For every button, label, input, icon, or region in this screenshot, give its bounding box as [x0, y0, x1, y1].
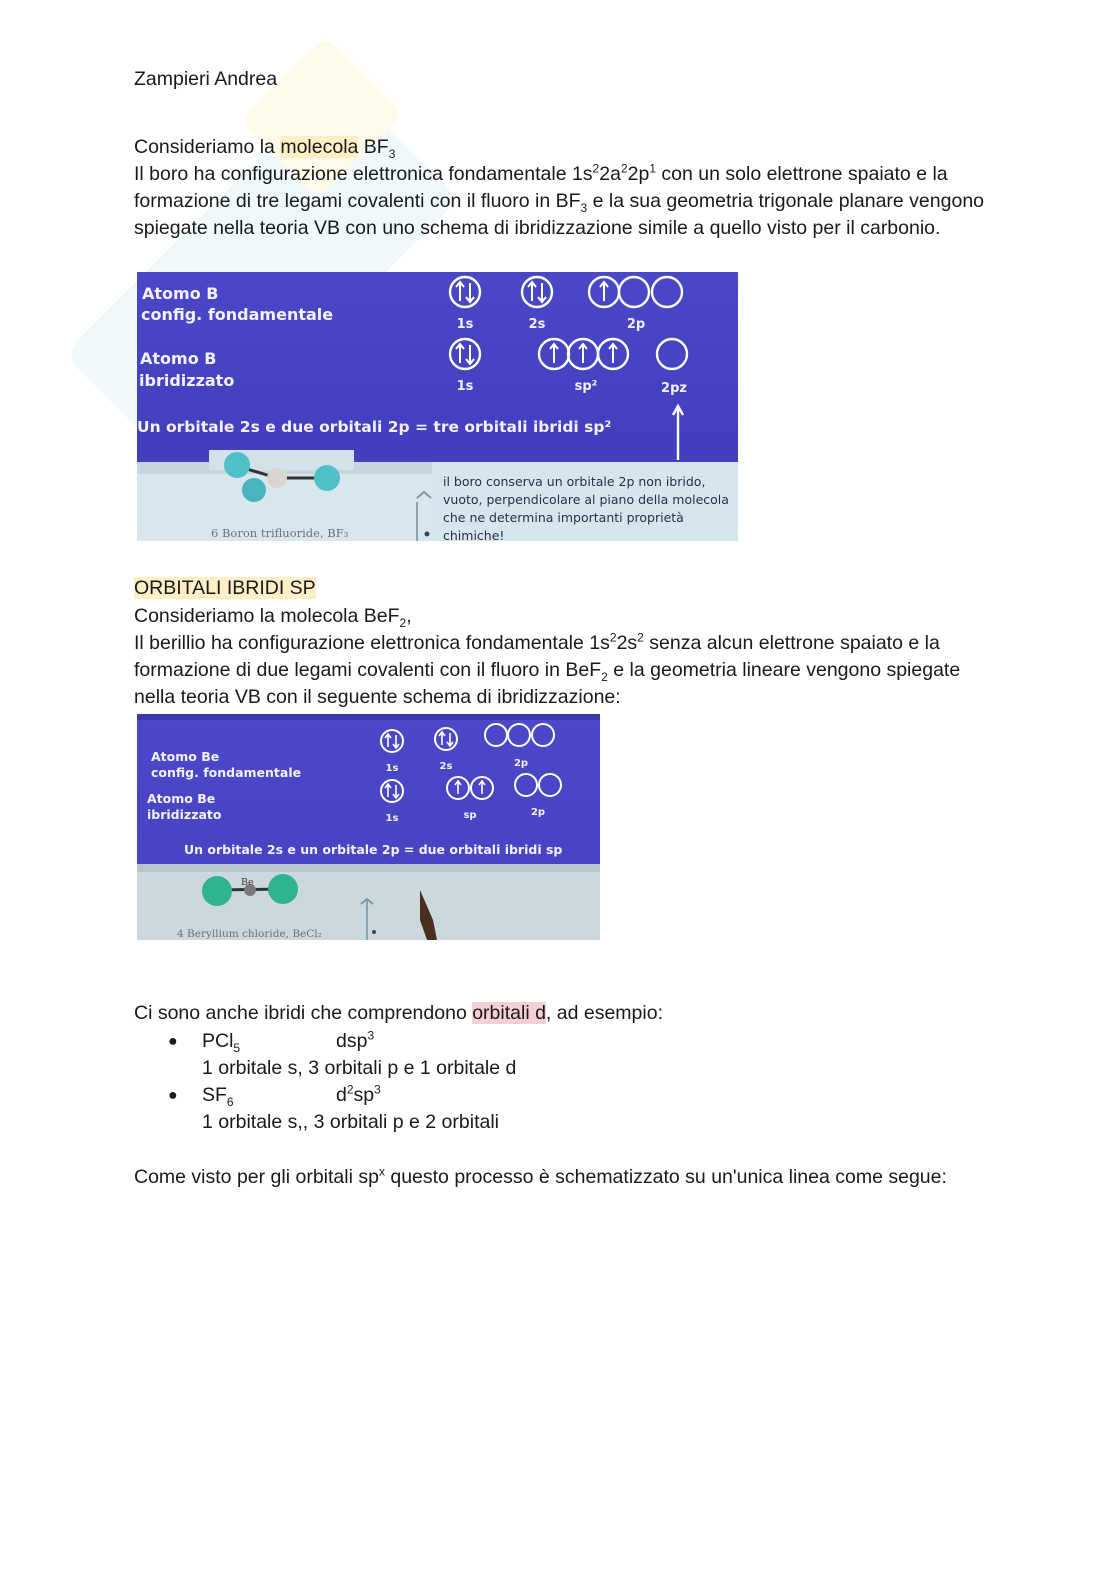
- bef2-hybridization-slide: [137, 714, 600, 940]
- row2-label-b: ibridizzato: [139, 371, 235, 390]
- bef2-paragraph: Il berillio ha configurazione elettronica fondamentale $1s^22s^2$ senza alcun elettrone spaiato e la formazione di due legami covalenti con il fluoro in BeF$_2$ e la geometria lineare vengono spiegate nella teoria VB con il seguente schema di ibridizzazione:: [134, 630, 961, 708]
- bef2-equation: Un orbitale 2s e un orbitale 2p = due orbitali ibridi sp: [184, 842, 563, 857]
- pcl5-description: 1 orbitale s, 3 orbitali p e 1 orbitale d: [202, 1057, 517, 1079]
- be-row1-label-b: config. fondamentale: [151, 765, 302, 780]
- up-arrow-icon: [673, 406, 683, 460]
- bullet-icon: ●: [168, 1087, 178, 1104]
- orbital-1s-config: [450, 277, 687, 369]
- label-2p: 2p: [626, 317, 646, 332]
- bf3-note-line-1: il boro conserva un orbitale 2p non ibrido,: [443, 474, 706, 489]
- bef2-figure-caption: 4 Beryllium chloride, BeCl₂: [177, 928, 322, 940]
- author-name: Zampieri Andrea: [134, 68, 278, 90]
- sf6-formula-line: $SF_6$ $d^2sp^3$: [202, 1082, 381, 1109]
- be-label-2p: 2p: [513, 758, 529, 769]
- be-label-1s: 1s: [385, 763, 399, 774]
- bef2-intro-line: Consideriamo la molecola BeF$_2$,: [134, 605, 412, 630]
- bf3-note-line-3: che ne determina importanti proprietà: [443, 510, 684, 525]
- be-label-2s: 2s: [439, 761, 453, 772]
- bf3-paragraph: Il boro ha configurazione elettronica fondamentale $1s^22a^22p^1$ con un solo elettrone spaiato e la formazione di tre legami covalenti con il fluoro in $BF_3$ e la sua geometria trigonale planare vengono spiegate nella teoria VB con uno schema di ibridizzazione simile a quello visto per il carbonio.: [134, 161, 985, 239]
- label-1s-hybrid: 1s: [456, 379, 474, 394]
- bf3-note-line-4: chimiche!: [443, 528, 505, 541]
- d-hybrid-intro: Ci sono anche ibridi che comprendono orbitali d, ad esempio:: [134, 1002, 663, 1024]
- be-atom-label: Be: [241, 877, 254, 888]
- be-label-1s-hybrid: 1s: [385, 813, 399, 824]
- bf3-note-line-2: vuoto, perpendicolare al piano della molecola: [443, 492, 729, 507]
- row2-label-a: Atomo B: [140, 349, 217, 368]
- pcl5-formula-line: PCl$_5$ dsp$^3$: [202, 1028, 375, 1055]
- label-2pz: 2pz: [661, 381, 687, 396]
- label-2s: 2s: [528, 317, 546, 332]
- sf6-description: 1 orbitale s,, 3 orbitali p e 2 orbitali: [202, 1111, 499, 1133]
- be-row2-label-b: ibridizzato: [147, 807, 222, 822]
- be-label-sp: sp: [463, 810, 477, 821]
- bf3-intro-line: Consideriamo la molecola $BF_3$: [134, 136, 396, 161]
- be-row2-label-a: Atomo Be: [147, 791, 216, 806]
- label-sp2: sp²: [574, 379, 598, 394]
- sp-heading: ORBITALI IBRIDI SP: [134, 577, 316, 599]
- be-label-2p-hybrid: 2p: [530, 807, 546, 818]
- bullet-icon: ●: [168, 1033, 178, 1050]
- closing-paragraph: Come visto per gli orbitali $sp^x$ questo processo è schematizzato su un'unica linea come segue:: [134, 1164, 947, 1188]
- row1-label-a: Atomo B: [142, 284, 219, 303]
- bf3-hybridization-slide: [137, 272, 738, 541]
- row1-label-b: config. fondamentale: [141, 305, 334, 324]
- label-1s: 1s: [456, 317, 474, 332]
- bf3-figure-caption: 6 Boron trifluoride, BF₃: [211, 526, 349, 540]
- bf3-equation: Un orbitale 2s e due orbitali 2p = tre orbitali ibridi sp²: [137, 418, 612, 436]
- be-row1-label-a: Atomo Be: [151, 749, 220, 764]
